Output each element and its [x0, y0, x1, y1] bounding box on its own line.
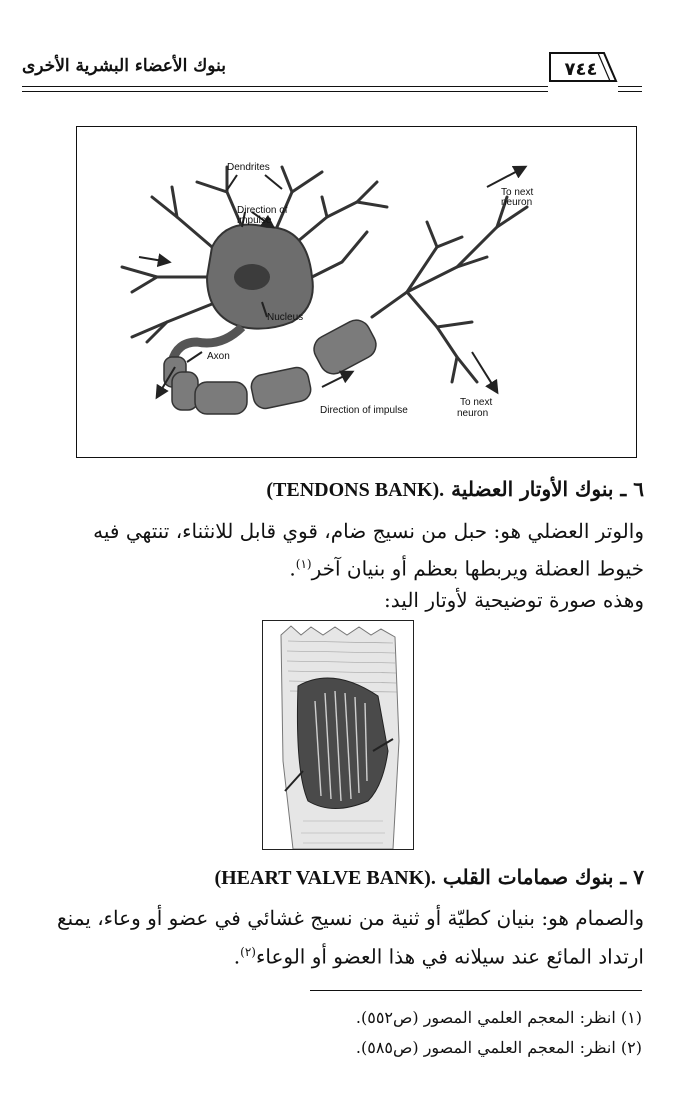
neuron-figure [76, 126, 637, 458]
header-rule-right-top [618, 86, 642, 87]
footnote-ref-2: (٢) [240, 945, 256, 959]
section-6-line-2: خيوط العضلة ويربطها بعظم أو بنيان آخر$^{(١)}$. [289, 556, 644, 581]
footnote-2: (٢) انظر: المعجم العلمي المصور (ص٥٨٥). [355, 1038, 642, 1057]
label-nucleus: Nucleus [267, 312, 304, 323]
footnote-ref-1: (١) [295, 557, 312, 571]
hand-tendons-figure [262, 620, 414, 850]
label-to-next-top-2: neuron [501, 197, 533, 208]
header-rule-left-bottom [22, 91, 548, 92]
hand-tendons-illustration [263, 621, 413, 849]
section-6-line-3: وهذه صورة توضيحية لأوتار اليد: [384, 588, 644, 612]
footnote-separator [310, 990, 642, 991]
label-to-next-top-1: To next [501, 187, 534, 198]
footnote-1: (١) انظر: المعجم العلمي المصور (ص٥٥٢). [355, 1008, 642, 1027]
label-direction-bottom: Direction of impulse [320, 405, 408, 416]
section-7-line-2: ارتداد المائع عند سيلانه في هذا العضو أو الوعاء$^{(٢)}$. [233, 944, 644, 969]
section-6-line-1: والوتر العضلي هو: حبل من نسيج ضام، قوي قابل للانثناء، تنتهي فيه [93, 519, 644, 543]
header-rule-left-top [22, 86, 548, 87]
section-6-heading: ٦ ـ بنوك الأوتار العضلية (TENDONS BANK). [266, 477, 644, 501]
section-7-line-1: والصمام هو: بنيان كطيّة أو ثنية من نسيج غشائي في عضو أو وعاء، يمنع [57, 906, 644, 930]
label-direction-top-1: Direction of [237, 205, 288, 216]
neuron-illustration [77, 127, 636, 457]
label-dendrites: Dendrites [227, 162, 270, 173]
label-to-next-bottom-2: neuron [457, 408, 489, 419]
running-header-title: بنوك الأعضاء البشرية الأخرى [22, 56, 226, 76]
label-direction-top-2: impulse [237, 215, 272, 226]
section-7-heading: ٧ ـ بنوك صمامات القلب (HEART VALVE BANK). [214, 865, 644, 889]
label-axon: Axon [207, 351, 230, 362]
header-rule-right-bottom [618, 91, 642, 92]
label-to-next-bottom-1: To next [460, 397, 493, 408]
page-number: ٧٤٤ [564, 59, 598, 80]
